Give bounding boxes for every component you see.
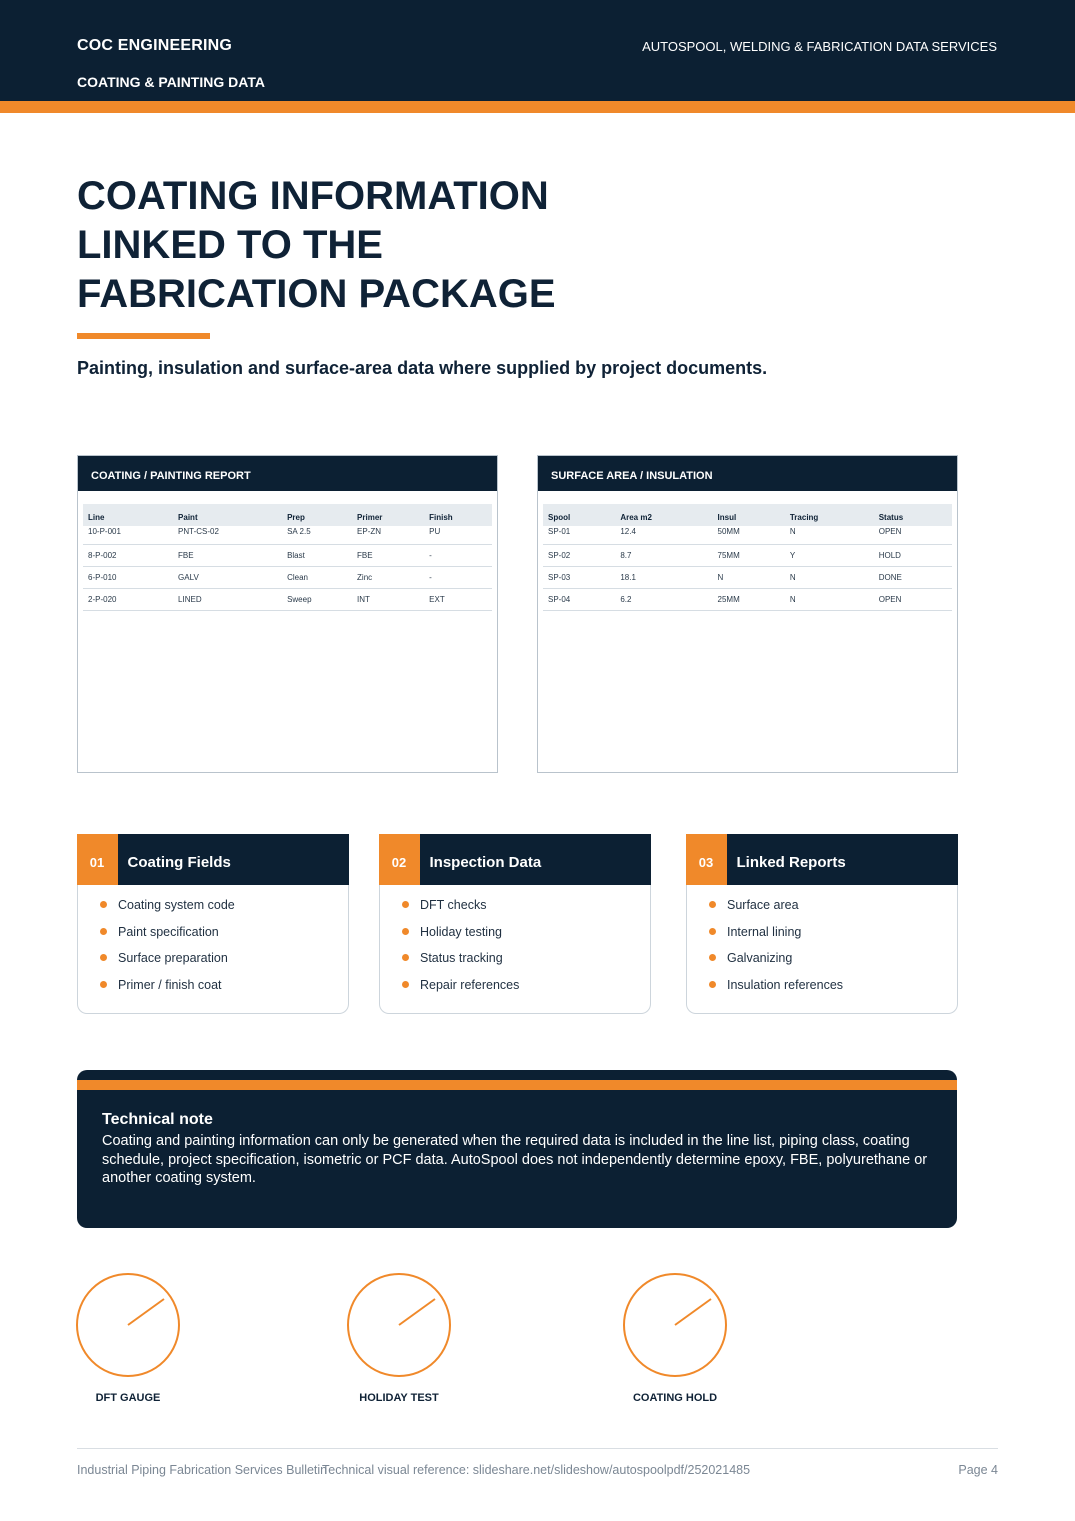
table-cell: PNT-CS-02 xyxy=(173,526,282,544)
table-row xyxy=(83,526,492,544)
table-cell: PU xyxy=(424,526,492,544)
table-cell: EXT xyxy=(424,588,492,610)
list-item-label: Insulation references xyxy=(727,977,844,992)
card-number: 01 xyxy=(77,834,118,885)
table-row xyxy=(543,588,952,610)
table-cell: SP-01 xyxy=(543,526,615,544)
list-item xyxy=(400,978,519,1005)
table-cell: 25MM xyxy=(713,588,785,610)
coating-report-title: COATING / PAINTING REPORT xyxy=(78,456,497,491)
card-number: 02 xyxy=(379,834,420,885)
table-cell: LINED xyxy=(173,588,282,610)
surface-area-title: SURFACE AREA / INSULATION xyxy=(538,456,957,491)
list-item xyxy=(400,925,519,952)
column-header: Status xyxy=(874,504,952,526)
note-accent-stripe xyxy=(77,1080,957,1090)
table-cell: N xyxy=(785,566,874,588)
table-row xyxy=(543,544,952,566)
card-number: 03 xyxy=(686,834,727,885)
footer-publication: Industrial Piping Fabrication Services Bulletin xyxy=(77,1463,328,1477)
bullet-icon xyxy=(709,901,716,908)
table-row xyxy=(83,566,492,588)
gauge-label-dft: DFT GAUGE xyxy=(95,1392,161,1404)
column-header: Line xyxy=(83,504,173,526)
list-item xyxy=(400,951,519,978)
list-item-label: DFT checks xyxy=(420,898,487,912)
header-accent-stripe xyxy=(0,101,1075,113)
footer-divider xyxy=(77,1448,998,1449)
table-cell: 18.1 xyxy=(615,566,712,588)
list-item-label: Repair references xyxy=(420,977,520,992)
page-number: Page 4 xyxy=(958,1463,998,1477)
list-item xyxy=(707,925,843,952)
bullet-icon xyxy=(402,901,409,908)
card-header xyxy=(379,834,651,885)
table-cell: 8-P-002 xyxy=(83,544,173,566)
page-subtitle: Painting, insulation and surface-area data where supplied by project documents. xyxy=(77,358,768,378)
note-body: Coating and painting information can only be generated when the required data is included in the line list, piping class, coating schedule, project specification, isometric or PCF data. AutoSpool does not independently determine epoxy, FBE, polyurethane or another coating system. xyxy=(102,1133,928,1186)
column-header: Area m2 xyxy=(615,504,712,526)
table-cell: 12.4 xyxy=(615,526,712,544)
coating-report-panel xyxy=(77,455,498,773)
gauge-icon xyxy=(346,1272,452,1378)
table-row xyxy=(83,588,492,610)
gauge-label-coating-hold: COATING HOLD xyxy=(632,1392,718,1404)
page-title-line: LINKED TO THE xyxy=(77,223,383,267)
card-list xyxy=(400,898,519,1004)
list-item-label: Paint specification xyxy=(118,924,219,939)
bullet-icon xyxy=(709,954,716,961)
list-item xyxy=(400,898,519,925)
table-cell: Sweep xyxy=(282,588,352,610)
list-item-label: Galvanizing xyxy=(727,951,793,965)
feature-card-inspection-data xyxy=(379,834,651,1014)
feature-card-coating-fields xyxy=(77,834,349,1014)
table-cell: HOLD xyxy=(874,544,952,566)
list-item xyxy=(98,925,235,952)
list-item xyxy=(707,951,843,978)
services-tagline: AUTOSPOOL, WELDING & FABRICATION DATA SERVICES xyxy=(642,39,997,54)
table-cell: EP-ZN xyxy=(352,526,424,544)
note-title: Technical note xyxy=(102,1111,213,1128)
table-cell: - xyxy=(424,566,492,588)
page-title-line: FABRICATION PACKAGE xyxy=(77,272,556,316)
surface-area-table xyxy=(543,504,952,611)
list-item-label: Internal lining xyxy=(727,924,802,939)
technical-note xyxy=(77,1070,957,1228)
card-title: Inspection Data xyxy=(429,854,542,871)
table-row xyxy=(543,566,952,588)
card-list xyxy=(707,898,843,1004)
list-item-label: Coating system code xyxy=(118,898,235,912)
list-item xyxy=(98,978,235,1005)
card-header xyxy=(686,834,958,885)
page-header xyxy=(0,0,1075,101)
card-header xyxy=(77,834,349,885)
table-cell: OPEN xyxy=(874,588,952,610)
table-cell: SP-03 xyxy=(543,566,615,588)
brand-name: COC ENGINEERING xyxy=(77,37,233,54)
column-header: Spool xyxy=(543,504,615,526)
list-item-label: Surface preparation xyxy=(118,951,228,965)
table-cell: SP-04 xyxy=(543,588,615,610)
table-cell: SA 2.5 xyxy=(282,526,352,544)
table-cell: 6.2 xyxy=(615,588,712,610)
bullet-icon xyxy=(709,981,716,988)
table-cell: INT xyxy=(352,588,424,610)
table-cell: - xyxy=(424,544,492,566)
card-title: Linked Reports xyxy=(736,854,846,871)
table-cell: 6-P-010 xyxy=(83,566,173,588)
column-header: Primer xyxy=(352,504,424,526)
list-item-label: Holiday testing xyxy=(420,924,502,939)
feature-card-linked-reports xyxy=(686,834,958,1014)
surface-area-panel xyxy=(537,455,958,773)
table-cell: N xyxy=(785,526,874,544)
table-cell: 50MM xyxy=(713,526,785,544)
page-title-line: COATING INFORMATION xyxy=(77,174,549,218)
table-cell: GALV xyxy=(173,566,282,588)
gauge-label-holiday: HOLIDAY TEST xyxy=(359,1392,439,1404)
list-item-label: Primer / finish coat xyxy=(118,977,222,992)
bullet-icon xyxy=(100,981,107,988)
table-cell: 2-P-020 xyxy=(83,588,173,610)
table-cell: Clean xyxy=(282,566,352,588)
table-cell: SP-02 xyxy=(543,544,615,566)
table-cell: OPEN xyxy=(874,526,952,544)
bullet-icon xyxy=(402,954,409,961)
table-cell: 10-P-001 xyxy=(83,526,173,544)
bullet-icon xyxy=(100,954,107,961)
column-header: Paint xyxy=(173,504,282,526)
page-title xyxy=(77,172,777,319)
table-cell: Zinc xyxy=(352,566,424,588)
list-item xyxy=(707,978,843,1005)
table-cell: 8.7 xyxy=(615,544,712,566)
list-item xyxy=(98,951,235,978)
card-title: Coating Fields xyxy=(127,854,231,871)
gauge-icon xyxy=(75,1272,181,1378)
table-cell: 75MM xyxy=(713,544,785,566)
table-cell: Blast xyxy=(282,544,352,566)
footer-reference: Technical visual reference: slideshare.net/slideshow/autospoolpdf/252021485 xyxy=(322,1463,751,1477)
column-header: Finish xyxy=(424,504,492,526)
list-item xyxy=(98,898,235,925)
table-cell: FBE xyxy=(173,544,282,566)
section-label: COATING & PAINTING DATA xyxy=(77,74,265,90)
table-row xyxy=(543,526,952,544)
table-cell: FBE xyxy=(352,544,424,566)
list-item-label: Status tracking xyxy=(420,951,503,965)
gauge-icon xyxy=(622,1272,728,1378)
list-item xyxy=(707,898,843,925)
table-cell: DONE xyxy=(874,566,952,588)
table-cell: N xyxy=(785,588,874,610)
bullet-icon xyxy=(100,928,107,935)
bullet-icon xyxy=(402,981,409,988)
bullet-icon xyxy=(402,928,409,935)
table-cell: N xyxy=(713,566,785,588)
column-header: Insul xyxy=(713,504,785,526)
list-item-label: Surface area xyxy=(727,898,799,912)
title-underline xyxy=(77,333,210,339)
card-list xyxy=(98,898,235,1004)
bullet-icon xyxy=(709,928,716,935)
table-row xyxy=(83,544,492,566)
column-header: Prep xyxy=(282,504,352,526)
bullet-icon xyxy=(100,901,107,908)
table-cell: Y xyxy=(785,544,874,566)
column-header: Tracing xyxy=(785,504,874,526)
coating-report-table xyxy=(83,504,492,611)
